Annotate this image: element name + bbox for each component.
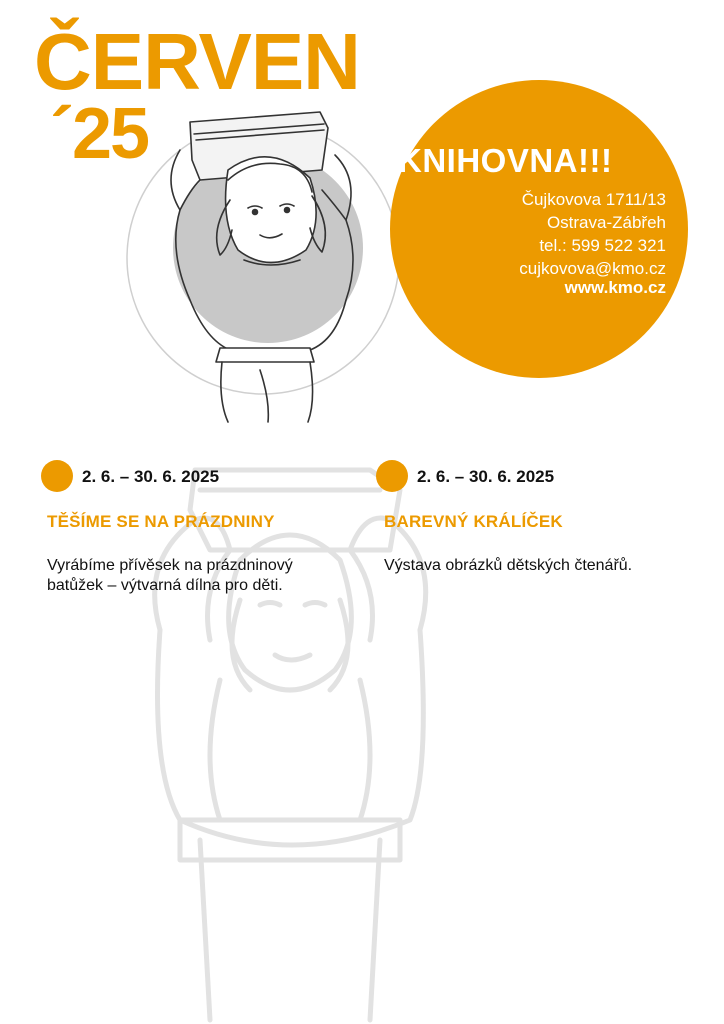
address-street: Čujkovova 1711/13 (521, 190, 666, 209)
event-bullet-dot (376, 460, 408, 492)
event-description (384, 556, 632, 576)
event-date: 2. 6. – 30. 6. 2025 (82, 467, 220, 486)
library-website-link[interactable]: www.kmo.cz (564, 278, 666, 297)
event-description-line: Vyrábíme přívěsek na prázdninový (47, 557, 293, 574)
event-title: BAREVNÝ KRÁLÍČEK (384, 512, 563, 531)
library-title: KNIHOVNA!!! (398, 142, 613, 179)
event-title: TĚŠÍME SE NA PRÁZDNINY (47, 512, 275, 531)
library-address (519, 188, 666, 280)
girl-reading-illustration (110, 100, 410, 430)
address-email[interactable]: cujkovova@kmo.cz (519, 259, 666, 278)
month-heading: ČERVEN (34, 17, 360, 106)
year-heading: ´25 (50, 94, 149, 174)
event-date: 2. 6. – 30. 6. 2025 (417, 467, 555, 486)
library-info-badge (390, 80, 688, 378)
event-description-line: batůžek – výtvarná dílna pro děti. (47, 577, 283, 594)
address-phone[interactable]: tel.: 599 522 321 (539, 236, 666, 255)
address-city: Ostrava-Zábřeh (546, 213, 666, 232)
event-description-line: Výstava obrázků dětských čtenářů. (384, 557, 633, 574)
event-bullet-dot (41, 460, 73, 492)
event-description (47, 556, 293, 596)
